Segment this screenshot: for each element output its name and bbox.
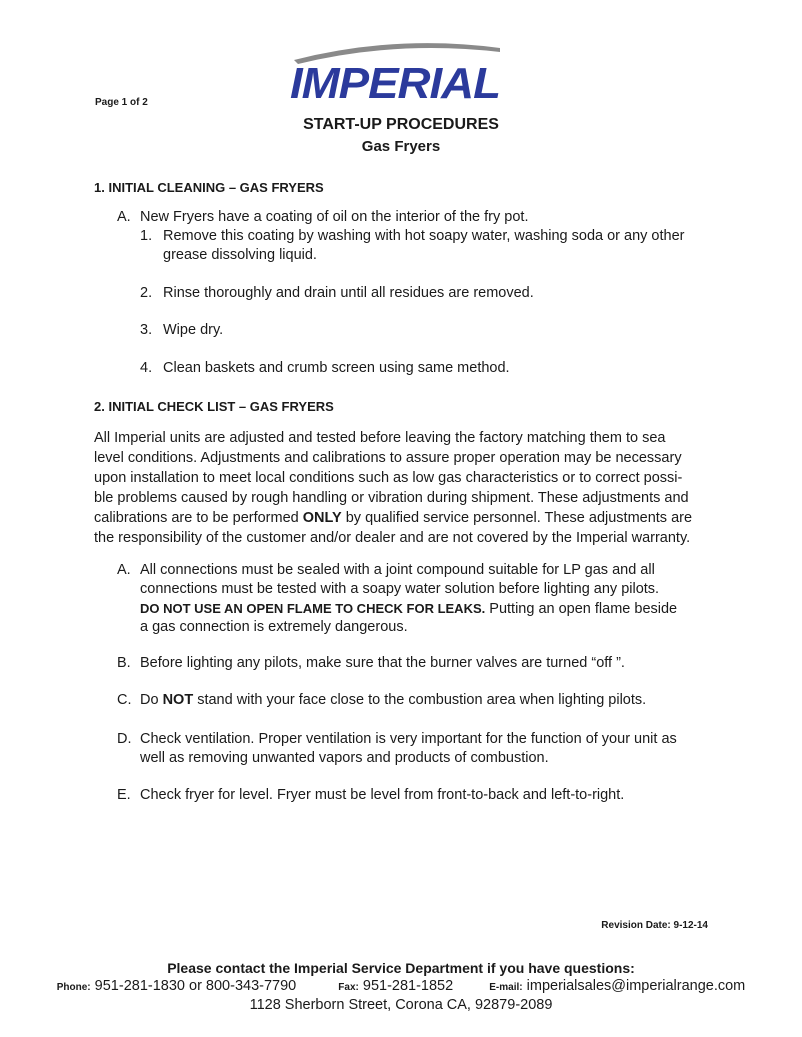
step-text: Rinse thoroughly and drain until all residues are removed. bbox=[163, 285, 534, 301]
item-text: Before lighting any pilots, make sure that the burner valves are turned “off ”. bbox=[140, 655, 625, 671]
paragraph-line: the responsibility of the customer and/or dealer and are not covered by the Imperial warranty. bbox=[94, 530, 691, 546]
step-text: Remove this coating by washing with hot soapy water, washing soda or any other bbox=[163, 228, 685, 244]
section2-heading: 2. INITIAL CHECK LIST – GAS FRYERS bbox=[94, 399, 334, 414]
warning-text: DO NOT USE AN OPEN FLAME TO CHECK FOR LEAKS. bbox=[140, 601, 486, 616]
phone-value: 951-281-1830 or 800-343-7790 bbox=[94, 978, 297, 994]
email-label: E-mail: bbox=[489, 982, 523, 993]
item-text-cont: Putting an open flame beside bbox=[485, 601, 678, 617]
step-text: Clean baskets and crumb screen using same method. bbox=[163, 360, 510, 376]
step-number: 4. bbox=[140, 360, 153, 376]
page-number: Page 1 of 2 bbox=[95, 97, 148, 108]
address: 1128 Sherborn Street, Corona CA, 92879-2089 bbox=[249, 997, 553, 1013]
item-letter: B. bbox=[117, 655, 131, 671]
emphasis-not: NOT bbox=[162, 692, 194, 708]
section2-paragraph bbox=[94, 428, 714, 548]
paragraph-line: ble problems caused by rough handling or vibration during shipment. These adjustments and bbox=[94, 490, 689, 506]
contact-line bbox=[0, 978, 802, 994]
item-text bbox=[140, 691, 646, 710]
step-text-cont: grease dissolving liquid. bbox=[163, 247, 317, 263]
page-title: START-UP PROCEDURES bbox=[303, 116, 499, 133]
phone-label: Phone: bbox=[56, 982, 91, 993]
paragraph-line: All Imperial units are adjusted and tested before leaving the factory matching them to sea bbox=[94, 430, 666, 446]
contact-heading: Please contact the Imperial Service Department if you have questions: bbox=[167, 960, 635, 976]
item-letter: E. bbox=[117, 787, 131, 803]
fax-label: Fax: bbox=[338, 982, 359, 993]
paragraph-text: calibrations are to be performed bbox=[94, 510, 303, 526]
item-letter: C. bbox=[117, 692, 132, 708]
item-text: New Fryers have a coating of oil on the interior of the fry pot. bbox=[140, 209, 529, 225]
item-text: Check fryer for level. Fryer must be level from front-to-back and left-to-right. bbox=[140, 787, 625, 803]
paragraph-text: by qualified service personnel. These adjustments are bbox=[341, 510, 693, 526]
step-text: Wipe dry. bbox=[163, 322, 224, 338]
email-value: imperialsales@imperialrange.com bbox=[526, 978, 746, 994]
section1-heading: 1. INITIAL CLEANING – GAS FRYERS bbox=[94, 180, 324, 195]
item-text-cont: a gas connection is extremely dangerous. bbox=[140, 619, 408, 635]
imperial-logo bbox=[286, 36, 506, 106]
item-letter: A. bbox=[117, 209, 131, 225]
step-number: 3. bbox=[140, 322, 153, 338]
fax-value: 951-281-1852 bbox=[362, 978, 454, 994]
revision-date: Revision Date: 9-12-14 bbox=[601, 920, 708, 931]
logo-text: IMPERIAL bbox=[290, 59, 500, 106]
step-number: 2. bbox=[140, 285, 153, 301]
item-text: Check ventilation. Proper ventilation is very important for the function of your unit as bbox=[140, 731, 677, 747]
item-text: All connections must be sealed with a joint compound suitable for LP gas and all bbox=[140, 562, 655, 578]
item-text-pre: Do bbox=[140, 692, 163, 708]
item-letter: A. bbox=[117, 562, 131, 578]
item-text-cont: connections must be tested with a soapy water solution before lighting any pilots. bbox=[140, 581, 660, 597]
step-number: 1. bbox=[140, 228, 153, 244]
item-text-post: stand with your face close to the combustion area when lighting pilots. bbox=[193, 692, 647, 708]
paragraph-line: level conditions. Adjustments and calibrations to assure proper operation may be necessary bbox=[94, 450, 682, 466]
item-warning-line bbox=[140, 599, 677, 619]
item-letter: D. bbox=[117, 731, 132, 747]
paragraph-line bbox=[94, 508, 714, 528]
paragraph-line: upon installation to meet local conditions such as low gas characteristics or to correct possi- bbox=[94, 470, 683, 486]
item-text-cont: well as removing unwanted vapors and products of combustion. bbox=[140, 750, 549, 766]
page-subtitle: Gas Fryers bbox=[361, 138, 441, 155]
emphasis-only: ONLY bbox=[302, 510, 342, 526]
